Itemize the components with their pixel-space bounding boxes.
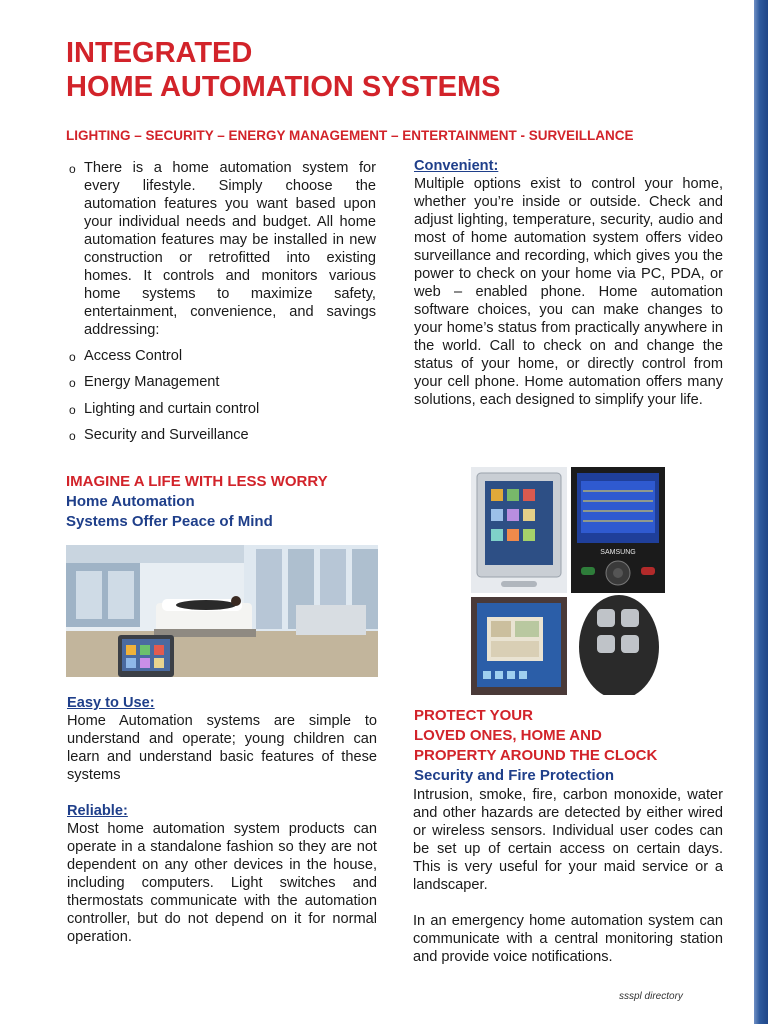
tagline: LIGHTING – SECURITY – ENERGY MANAGEMENT – ENTERTAINMENT - SURVEILLANCE [66, 128, 634, 143]
convenient-heading: Convenient: [414, 158, 499, 174]
devices-illustration [471, 467, 665, 695]
page-edge-bar [754, 0, 768, 1024]
living-room-photo [66, 545, 378, 677]
protect-body [413, 786, 723, 966]
title-line-1: INTEGRATED [66, 37, 253, 69]
imagine-subheading-1: Home Automation [66, 493, 195, 510]
intro-text: There is a home automation system for every lifestyle. Simply choose the automation features you want based upon your individual needs and budget. All home automation features may be installed in new construction or retrofitted into existing homes. It controls and monitors various home systems to maximize safety, entertainment, convenience, and savings addressing: [84, 160, 376, 338]
bullet-marker: o [69, 376, 76, 391]
list-item [66, 373, 376, 391]
easy-reliable-section [67, 694, 377, 946]
easy-body: Home Automation systems are simple to understand and operate; young children can learn and understand basic features of these systems [67, 713, 377, 783]
phone-brand: SAMSUNG [600, 549, 636, 556]
living-room-illustration [66, 545, 378, 677]
feature-label: Energy Management [84, 374, 220, 391]
title-line-2: HOME AUTOMATION SYSTEMS [66, 71, 501, 103]
bullet-marker: o [69, 429, 76, 444]
device-photos [471, 467, 665, 695]
protect-body-2: In an emergency home automation system can communicate with a central monitoring station and provide voice notifications. [413, 913, 723, 965]
protect-heading-3: PROPERTY AROUND THE CLOCK [414, 747, 658, 764]
intro-section [66, 159, 376, 339]
protect-body-1: Intrusion, smoke, fire, carbon monoxide, water and other hazards are detected by either wired or wireless sensors. Individual user codes can be set up of certain access on certain days. This is very useful for your maid service or a landscaper. [413, 787, 723, 893]
convenient-body: Multiple options exist to control your home, whether you’re inside or outside. Check and adjust lighting, temperature, security, audio and most of home automation system offers video surveillance and recording, which gives you the power to check on your home via PC, PDA, or web – enabled phone. Home automation software choices, you can make changes to your home’s status from practically anywhere in the world. Call to check on and change the status of your home, or directly control from your cell phone. Home automation offers many solutions, each designed to simplify your life. [414, 176, 723, 408]
feature-label: Access Control [84, 348, 183, 364]
feature-label: Lighting and curtain control [84, 400, 260, 417]
footer-credit: ssspl directory [619, 991, 683, 1002]
imagine-subheading-2: Systems Offer Peace of Mind [66, 513, 273, 530]
bullet-marker: o [69, 402, 76, 417]
imagine-heading: IMAGINE A LIFE WITH LESS WORRY [66, 473, 328, 490]
reliable-heading: Reliable: [67, 803, 128, 819]
list-item [66, 347, 376, 365]
page-title [66, 36, 500, 104]
spacer [413, 894, 723, 912]
reliable-body: Most home automation system products can operate in a standalone fashion so they are not dependent on any other devices in the house, including computers. Light switches and thermostats communicate with the automation controller, but do not depend on it for normal operation. [67, 821, 377, 945]
feature-list [66, 347, 376, 453]
protect-heading-1: PROTECT YOUR [414, 707, 533, 724]
list-item [66, 426, 376, 444]
imagine-section [66, 472, 386, 532]
protect-section [414, 706, 734, 786]
bullet-marker: o [69, 350, 76, 364]
intro-bullet [66, 159, 376, 339]
easy-heading: Easy to Use: [67, 695, 155, 711]
protect-subheading: Security and Fire Protection [414, 767, 615, 784]
convenient-section [414, 157, 723, 409]
spacer [67, 784, 377, 802]
feature-label: Security and Surveillance [84, 427, 249, 444]
list-item [66, 400, 376, 418]
bullet-marker: o [69, 162, 76, 176]
protect-heading-2: LOVED ONES, HOME AND [414, 727, 602, 744]
